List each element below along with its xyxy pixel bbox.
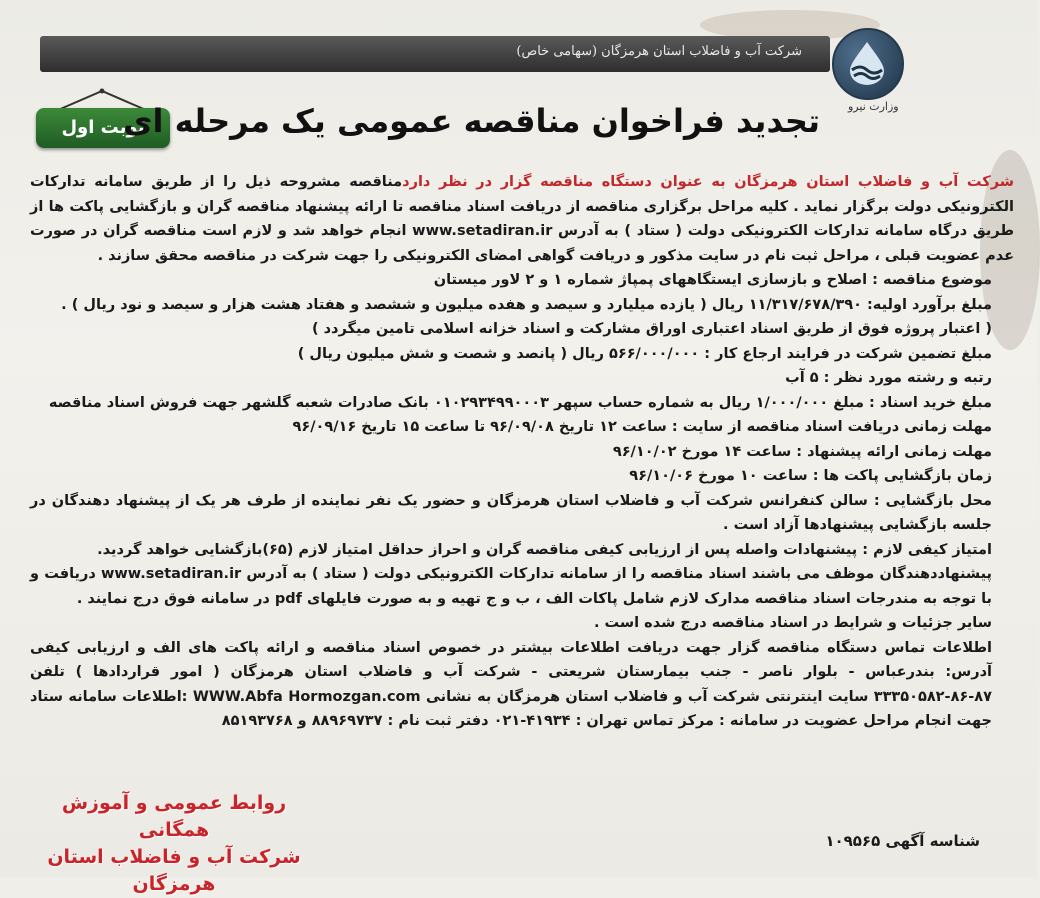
detail-item: مهلت زمانی ارائه پیشنهاد : ساعت ۱۴ مورخ ۹۶/۱۰/۰۲: [612, 443, 992, 460]
header-band: [40, 36, 830, 72]
detail-item: مهلت زمانی دریافت اسناد مناقصه از سایت : ساعت ۱۲ تاریخ ۹۶/۰۹/۰۸ تا ساعت ۱۵ تاریخ ۹۶/۰۹/۱۶: [292, 419, 992, 435]
footer-line: شرکت آب و فاضلاب استان هرمزگان: [47, 846, 301, 895]
detail-item: سایر جزئیات و شرایط در اسناد مناقصه درج شده است .: [594, 615, 992, 631]
company-name-header: شرکت آب و فاضلاب استان هرمزگان (سهامی خاص): [516, 44, 802, 59]
intro-highlight: شرکت آب و فاضلاب استان هرمزگان به عنوان دستگاه مناقصه گزار در نظر دارد: [402, 174, 1014, 190]
ministry-label: وزارت نیرو: [848, 100, 899, 113]
public-relations-signature: [24, 790, 324, 898]
detail-item: اطلاعات تماس دستگاه مناقصه گزار جهت دریافت اطلاعات بیشتر در خصوص اسناد مناقصه و ارائه پاکت های الف و ارزیابی کیفی آدرس: بندرعباس - بلوار ناصر - جنب بیمارستان شریعتی - شرکت آب و فاضلاب استان هرمزگان ( امور قراردادها ) تلفن ۸۷-۸۶-۳۳۳۵۰۵۸۲ سایت اینترنتی شرکت آب و فاضلاب استان هرمزگان به نشانی WWW.Abfa Hormozgan.com :اطلاعات سامانه ستاد جهت انجام مراحل عضویت در سامانه : مرکز تماس تهران : ۴۱۹۳۴-۰۲۱ دفتر ثبت نام : ۸۸۹۶۹۷۳۷ و ۸۵۱۹۳۷۶۸: [30, 639, 992, 729]
detail-item: پیشنهاددهندگان موظف می باشند اسناد مناقصه را از سامانه تدارکات الکترونیکی دولت ( ستاد ) به آدرس www.setadiran.ir دریافت و با توجه به مندرجات اسناد مناقصه مدارک لازم شامل پاکات الف ، ب و ج تهیه و به صورت فایلهای pdf در سامانه فوق درج نمایند .: [30, 566, 993, 607]
detail-item: مبلغ خرید اسناد : مبلغ ۱/۰۰۰/۰۰۰ ریال به شماره حساب سپهر ۰۱۰۲۹۳۴۹۹۰۰۰۳ بانک صادرات شعبه گلشهر جهت فروش اسناد مناقصه: [48, 394, 992, 411]
detail-item: مبلغ برآورد اولیه: ۱۱/۳۱۷/۶۷۸/۳۹۰ ریال ( یازده میلیارد و سیصد و هفده میلیون و ششصد و هفتاد هشت هزار و سیصد و نود ریال ) .: [61, 296, 992, 313]
detail-item: رتبه و رشته مورد نظر : ۵ آب: [785, 370, 992, 386]
detail-item: محل بازگشایی : سالن کنفرانس شرکت آب و فاضلاب استان هرمزگان و حضور یک نفر نماینده از طرف هر یک از پیشنهاد دهندگان در جلسه بازگشایی پیشنهادها آزاد است .: [30, 492, 992, 533]
footer-line: روابط عمومی و آموزش همگانی: [61, 792, 287, 841]
detail-item: مبلغ تضمین شرکت در فرایند ارجاع کار : ۵۶۶/۰۰۰/۰۰۰ ریال ( پانصد و شصت و شش میلیون ریال ): [297, 345, 992, 362]
detail-item: زمان بازگشایی پاکت ها : ساعت ۱۰ مورخ ۹۶/۱۰/۰۶: [629, 468, 992, 484]
announcement-body: [30, 170, 1014, 734]
intro-paragraph: [30, 170, 1014, 268]
detail-item: ( اعتبار پروژه فوق از طریق اسناد اعتباری اوراق مشارکت و اسناد خزانه اسلامی تامین میگردد ): [311, 321, 992, 337]
water-company-logo-icon: [832, 28, 904, 100]
detail-item: امتیاز کیفی لازم : پیشنهادات واصله پس از ارزیابی کیفی مناقصه گران و احراز حداقل امتیاز لازم (۶۵)بازگشایی خواهد گردید.: [97, 541, 992, 558]
page-title: تجدید فراخوان مناقصه عمومی یک مرحله ای: [123, 102, 820, 140]
round-badge: نوبت اول: [36, 108, 170, 148]
ad-id: شناسه آگهی ۱۰۹۵۶۵: [825, 832, 980, 850]
intro-text: مناقصه مشروحه ذیل را از طریق سامانه تدارکات الکترونیکی دولت برگزار نماید . کلیه مراحل برگزاری مناقصه از دریافت اسناد مناقصه تا ارائه پیشنهاد مناقصه گران و بازگشایی پاکت ها از طریق درگاه سامانه تدارکات الکترونیکی دولت ( ستاد ) به آدرس www.setadiran.ir انجام خواهد شد و لازم است مناقصه گران در صورت عدم عضویت قبلی ، مراحل ثبت نام در سایت مذکور و دریافت گواهی امضای الکترونیکی را جهت شرکت در مناقصه محقق سازند .: [30, 174, 1014, 264]
detail-item: موضوع مناقصه : اصلاح و بازسازی ایستگاههای پمپاژ شماره ۱ و ۲ لاور میستان: [433, 272, 992, 288]
